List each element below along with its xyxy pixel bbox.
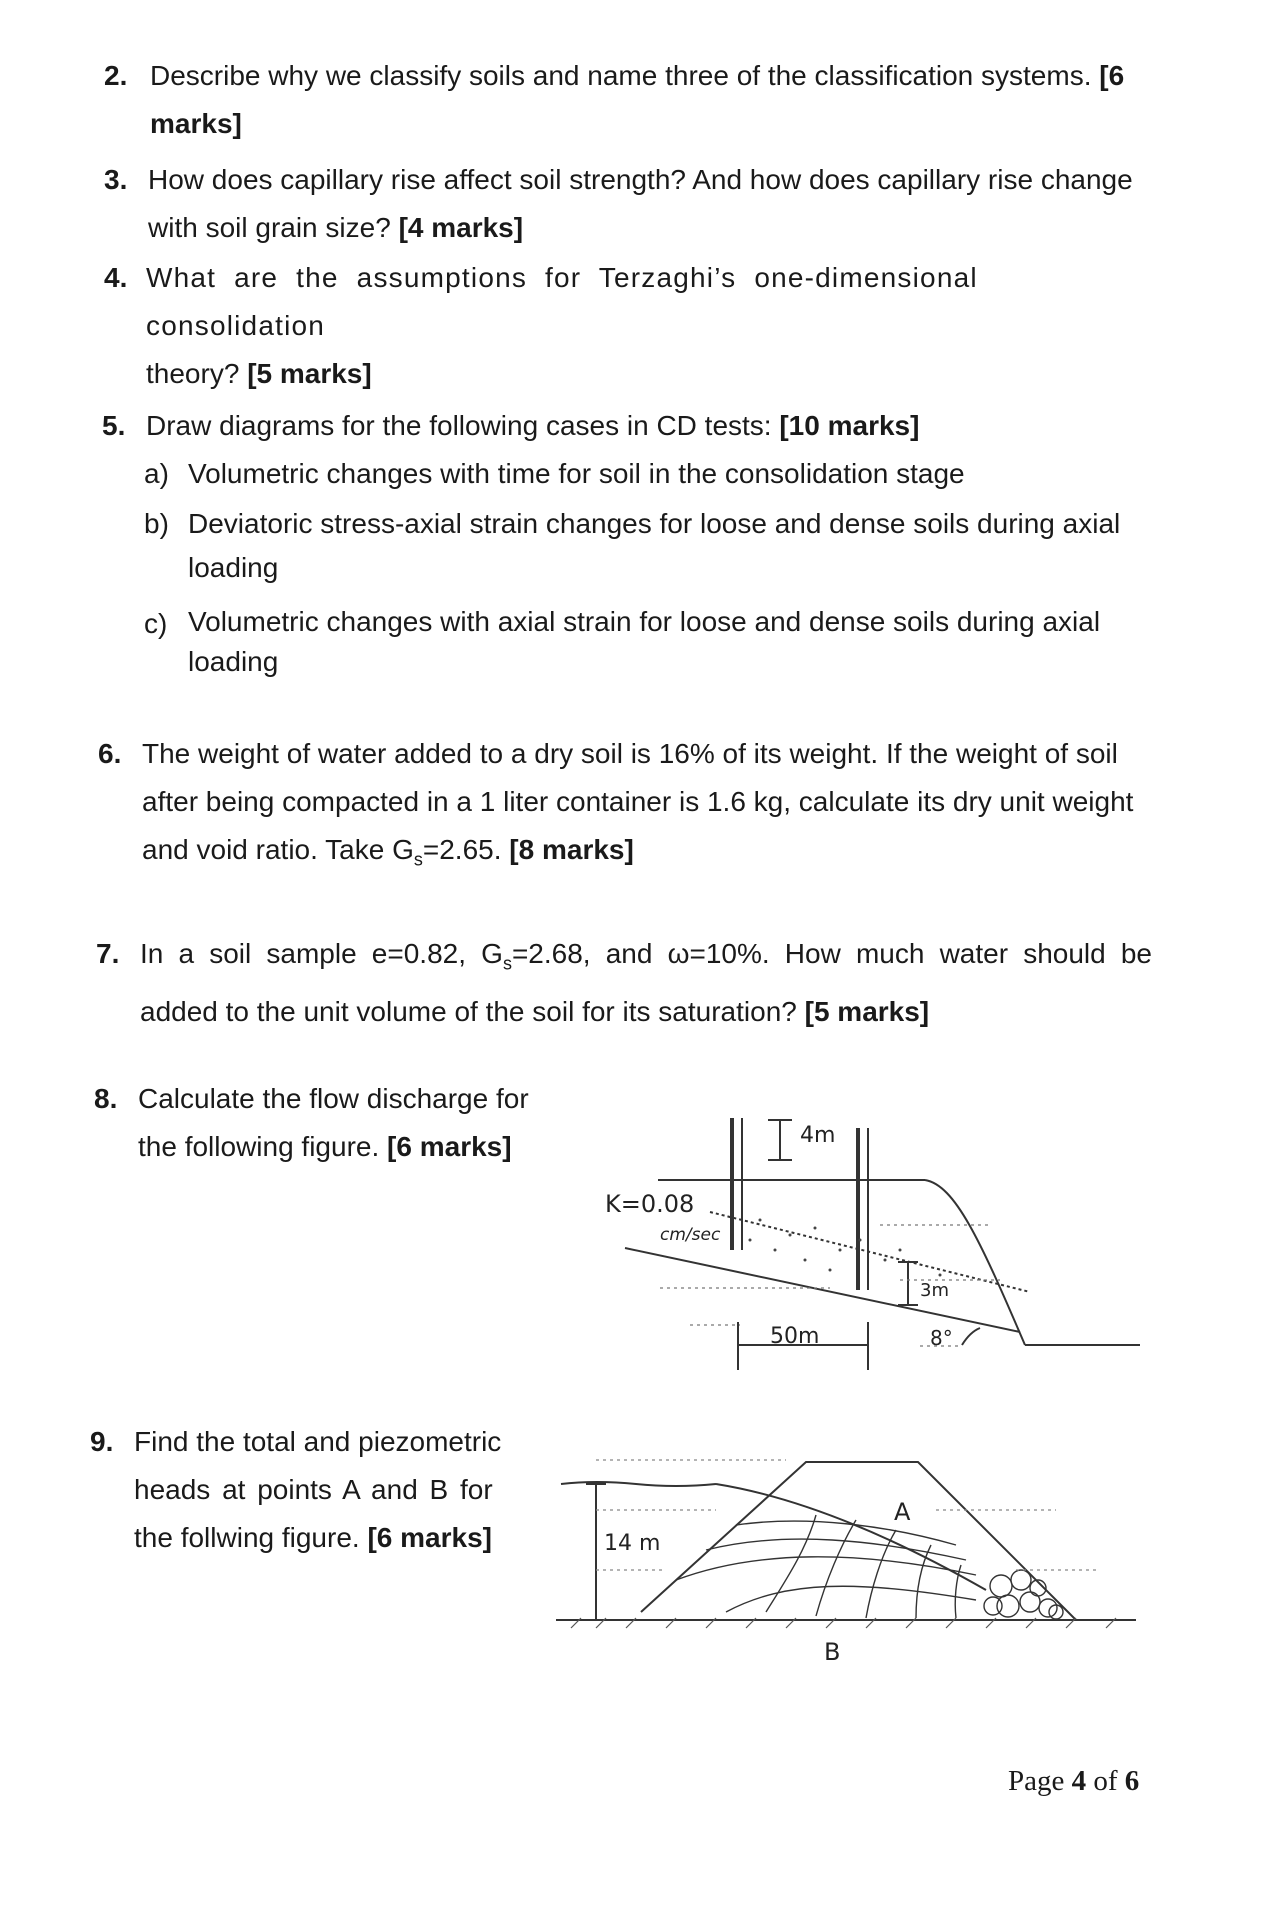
question-text-line: =2.65. [422, 834, 502, 865]
permeability-label: K=0.08 [605, 1190, 695, 1218]
question-5-part-c [144, 602, 1164, 690]
part-text: Volumetric changes with time for soil in the consolidation stage [188, 458, 965, 489]
figure-8-slope-diagram [600, 1100, 1160, 1390]
question-5 [102, 402, 1162, 450]
part-label: a) [144, 458, 169, 489]
question-marks: [6 marks] [150, 60, 1125, 139]
question-text-line: =2.68, and ω=10%. How much water should be [511, 938, 1153, 969]
question-text-line: the follwing figure. [134, 1522, 360, 1553]
question-number: 4. [104, 262, 128, 293]
question-marks: [10 marks] [779, 410, 920, 441]
page-prefix: Page [1008, 1765, 1072, 1797]
part-text-line: loading [188, 552, 279, 583]
question-text-line: In a soil sample e=0.82, G [140, 938, 503, 969]
part-text-line: loading [188, 646, 279, 677]
question-text-line: Find the total and piezometric [134, 1426, 502, 1457]
question-7 [96, 930, 1164, 1030]
question-number: 6. [98, 738, 122, 769]
question-number: 5. [102, 410, 126, 441]
question-text-line: How does capillary rise affect soil strength? And how does capillary rise change [148, 164, 1133, 195]
question-number: 8. [94, 1083, 118, 1114]
total-pages: 6 [1124, 1765, 1140, 1797]
question-text-line: Calculate the flow discharge for [138, 1083, 529, 1114]
question-text-line: heads at points A and B for [134, 1474, 493, 1505]
dimension-depth: 3m [920, 1280, 949, 1301]
question-marks: [6 marks] [367, 1522, 492, 1553]
question-marks: [6 marks] [387, 1131, 512, 1162]
point-b-label: B [824, 1638, 841, 1666]
question-text: Draw diagrams for the following cases in CD tests: [146, 410, 772, 441]
question-number: 2. [104, 60, 128, 91]
part-text-line: Volumetric changes with axial strain for loose and dense soils during axial [188, 606, 1101, 637]
question-marks: [8 marks] [509, 834, 634, 865]
question-5-part-b [144, 502, 1164, 590]
question-text-line: the following figure. [138, 1131, 380, 1162]
page-middle: of [1086, 1765, 1125, 1797]
question-number: 9. [90, 1426, 114, 1457]
page-number [1008, 1765, 1139, 1798]
part-label: b) [144, 508, 169, 539]
question-text-line: with soil grain size? [148, 212, 391, 243]
question-text-line: after being compacted in a 1 liter container is 1.6 kg, calculate its dry unit weight [142, 786, 1134, 817]
question-4 [104, 254, 1164, 389]
subscript: s [413, 849, 423, 870]
question-text-line: theory? [146, 358, 240, 389]
slope-angle: 8° [930, 1326, 953, 1350]
question-text: Describe why we classify soils and name three of the classification systems. [150, 60, 1092, 91]
question-text-line: What are the assumptions for Terzaghi’s one-dimensional consolidation [146, 262, 978, 341]
question-marks: [4 marks] [398, 212, 524, 243]
current-page: 4 [1071, 1765, 1087, 1797]
question-9 [90, 1418, 530, 1568]
dimension-top: 4m [800, 1123, 836, 1148]
part-text-line: Deviatoric stress-axial strain changes for loose and dense soils during axial [188, 508, 1121, 539]
permeability-unit: cm/sec [660, 1225, 721, 1245]
dimension-length: 50m [770, 1324, 820, 1349]
question-marks: [5 marks] [804, 995, 930, 1027]
question-3 [104, 156, 1164, 252]
question-5-part-a [144, 452, 1164, 496]
subscript: s [502, 953, 512, 974]
question-text-line: and void ratio. Take G [142, 834, 414, 865]
question-marks: [5 marks] [247, 358, 372, 389]
question-text-line: added to the unit volume of the soil for its saturation? [140, 995, 797, 1027]
question-6 [98, 730, 1164, 880]
question-text-line: The weight of water added to a dry soil is 16% of its weight. If the weight of soil [142, 738, 1118, 769]
part-label: c) [144, 608, 168, 639]
question-number: 3. [104, 164, 128, 195]
question-2 [104, 52, 1164, 148]
question-8 [94, 1075, 574, 1175]
dam-height-label: 14 m [604, 1531, 661, 1556]
figure-9-dam-flow-net [556, 1430, 1146, 1670]
point-a-label: A [894, 1498, 911, 1526]
question-number: 7. [96, 938, 120, 969]
